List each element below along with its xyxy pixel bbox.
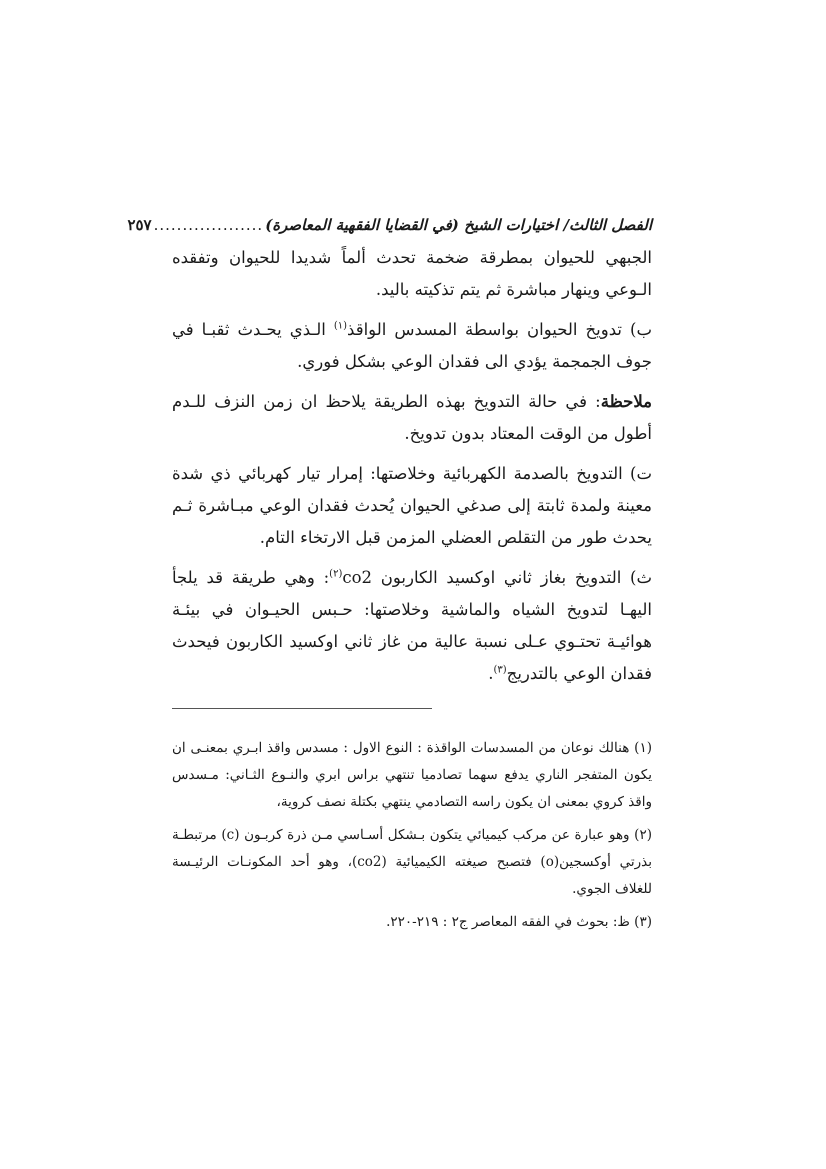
footnote-ref-3[interactable]: (٣) (493, 664, 507, 676)
footnote-separator-wrap (172, 698, 652, 735)
paragraph-2-text-a: ب) تدويخ الحيوان بواسطة المسدس الواقذ (347, 320, 652, 339)
paragraph-5-end: . (488, 664, 494, 683)
footnote-1: (١) هنالك نوعان من المسدسات الواقذة : النوع الاول : مسدس واقذ ابـري بمعنـى ان يكون المتفجر الناري يدفع سهما تصادميا تنتهي براس ابري والنـوع الثـاني: مـسدس واقذ كروي بمعنى ان يكون راسه التصادمي ينتهي بكتلة نصف كروية، (172, 740, 652, 810)
paragraph-5 (172, 562, 652, 690)
running-header (127, 212, 652, 238)
note-label: ملاحظة (600, 392, 652, 411)
paragraph-1: الجبهي للحيوان بمطرقة ضخمة تحدث ألماً شديدا للحيوان وتفقده الـوعي وينهار مباشرة ثم يتم تذكيته باليد. (172, 248, 652, 299)
page-number: ٢٥٧ (127, 216, 152, 234)
footnote-ref-1[interactable]: (١) (333, 320, 348, 332)
paragraph-2-text-b: الـذي يحـدث ثقبـا في جوف الجمجمة يؤدي الى فقدان الوعي بشكل فوري. (172, 320, 652, 371)
footnote-separator (172, 708, 432, 709)
footnote-3: (٣) ظ: بحوث في الفقه المعاصر ج٢ : ٢١٩-٢٢٠. (386, 914, 652, 930)
chapter-title: الفصل الثالث/ اختيارات الشيخ (في القضايا الفقهية المعاصرة) (265, 216, 652, 234)
paragraph-5-text-b: : وهي طريقة قد يلجأ اليهـا لتدويخ الشياه والماشية وخلاصتها: حـبس الحيـوان في بيئـة هوائيـة تحتـوي عـلى نسبة عالية من غاز ثاني اوكسيد الكاربون فيحدث فقدان الوعي بالتدريج (172, 568, 652, 683)
leader-dots: ................... (153, 216, 264, 234)
paragraph-4: ت) التدويخ بالصدمة الكهربائية وخلاصتها: إمرار تيار كهربائي ذي شدة معينة ولمدة ثابتة إلى صدغي الحيوان يُحدث فقدان الوعي مبـاشرة ثـم يحدث طور من التقلص العضلي المزمن قبل الارتخاء التام. (172, 464, 652, 547)
page-content (127, 212, 652, 942)
footnote-2: (٢) وهو عبارة عن مركب كيميائي يتكون بـشكل أسـاسي مـن ذرة كربـون (c) مرتبطـة بذرتي أوكسجين(o) فتصبح صيغته الكيميائية (co2)، وهو أحد المكونـات الرئيـسة للغلاف الجوي. (172, 827, 652, 897)
paragraph-2 (172, 314, 652, 378)
paragraph-3 (172, 386, 652, 450)
paragraph-5-text-a: ث) التدويخ بغاز ثاني اوكسيد الكاربون co2 (342, 568, 652, 587)
footnote-ref-2[interactable]: (٢) (329, 568, 343, 580)
paragraph-3-text: : في حالة التدويخ بهذه الطريقة يلاحظ ان زمن النزف للـدم أطول من الوقت المعتاد بدون تدويخ. (172, 392, 652, 443)
